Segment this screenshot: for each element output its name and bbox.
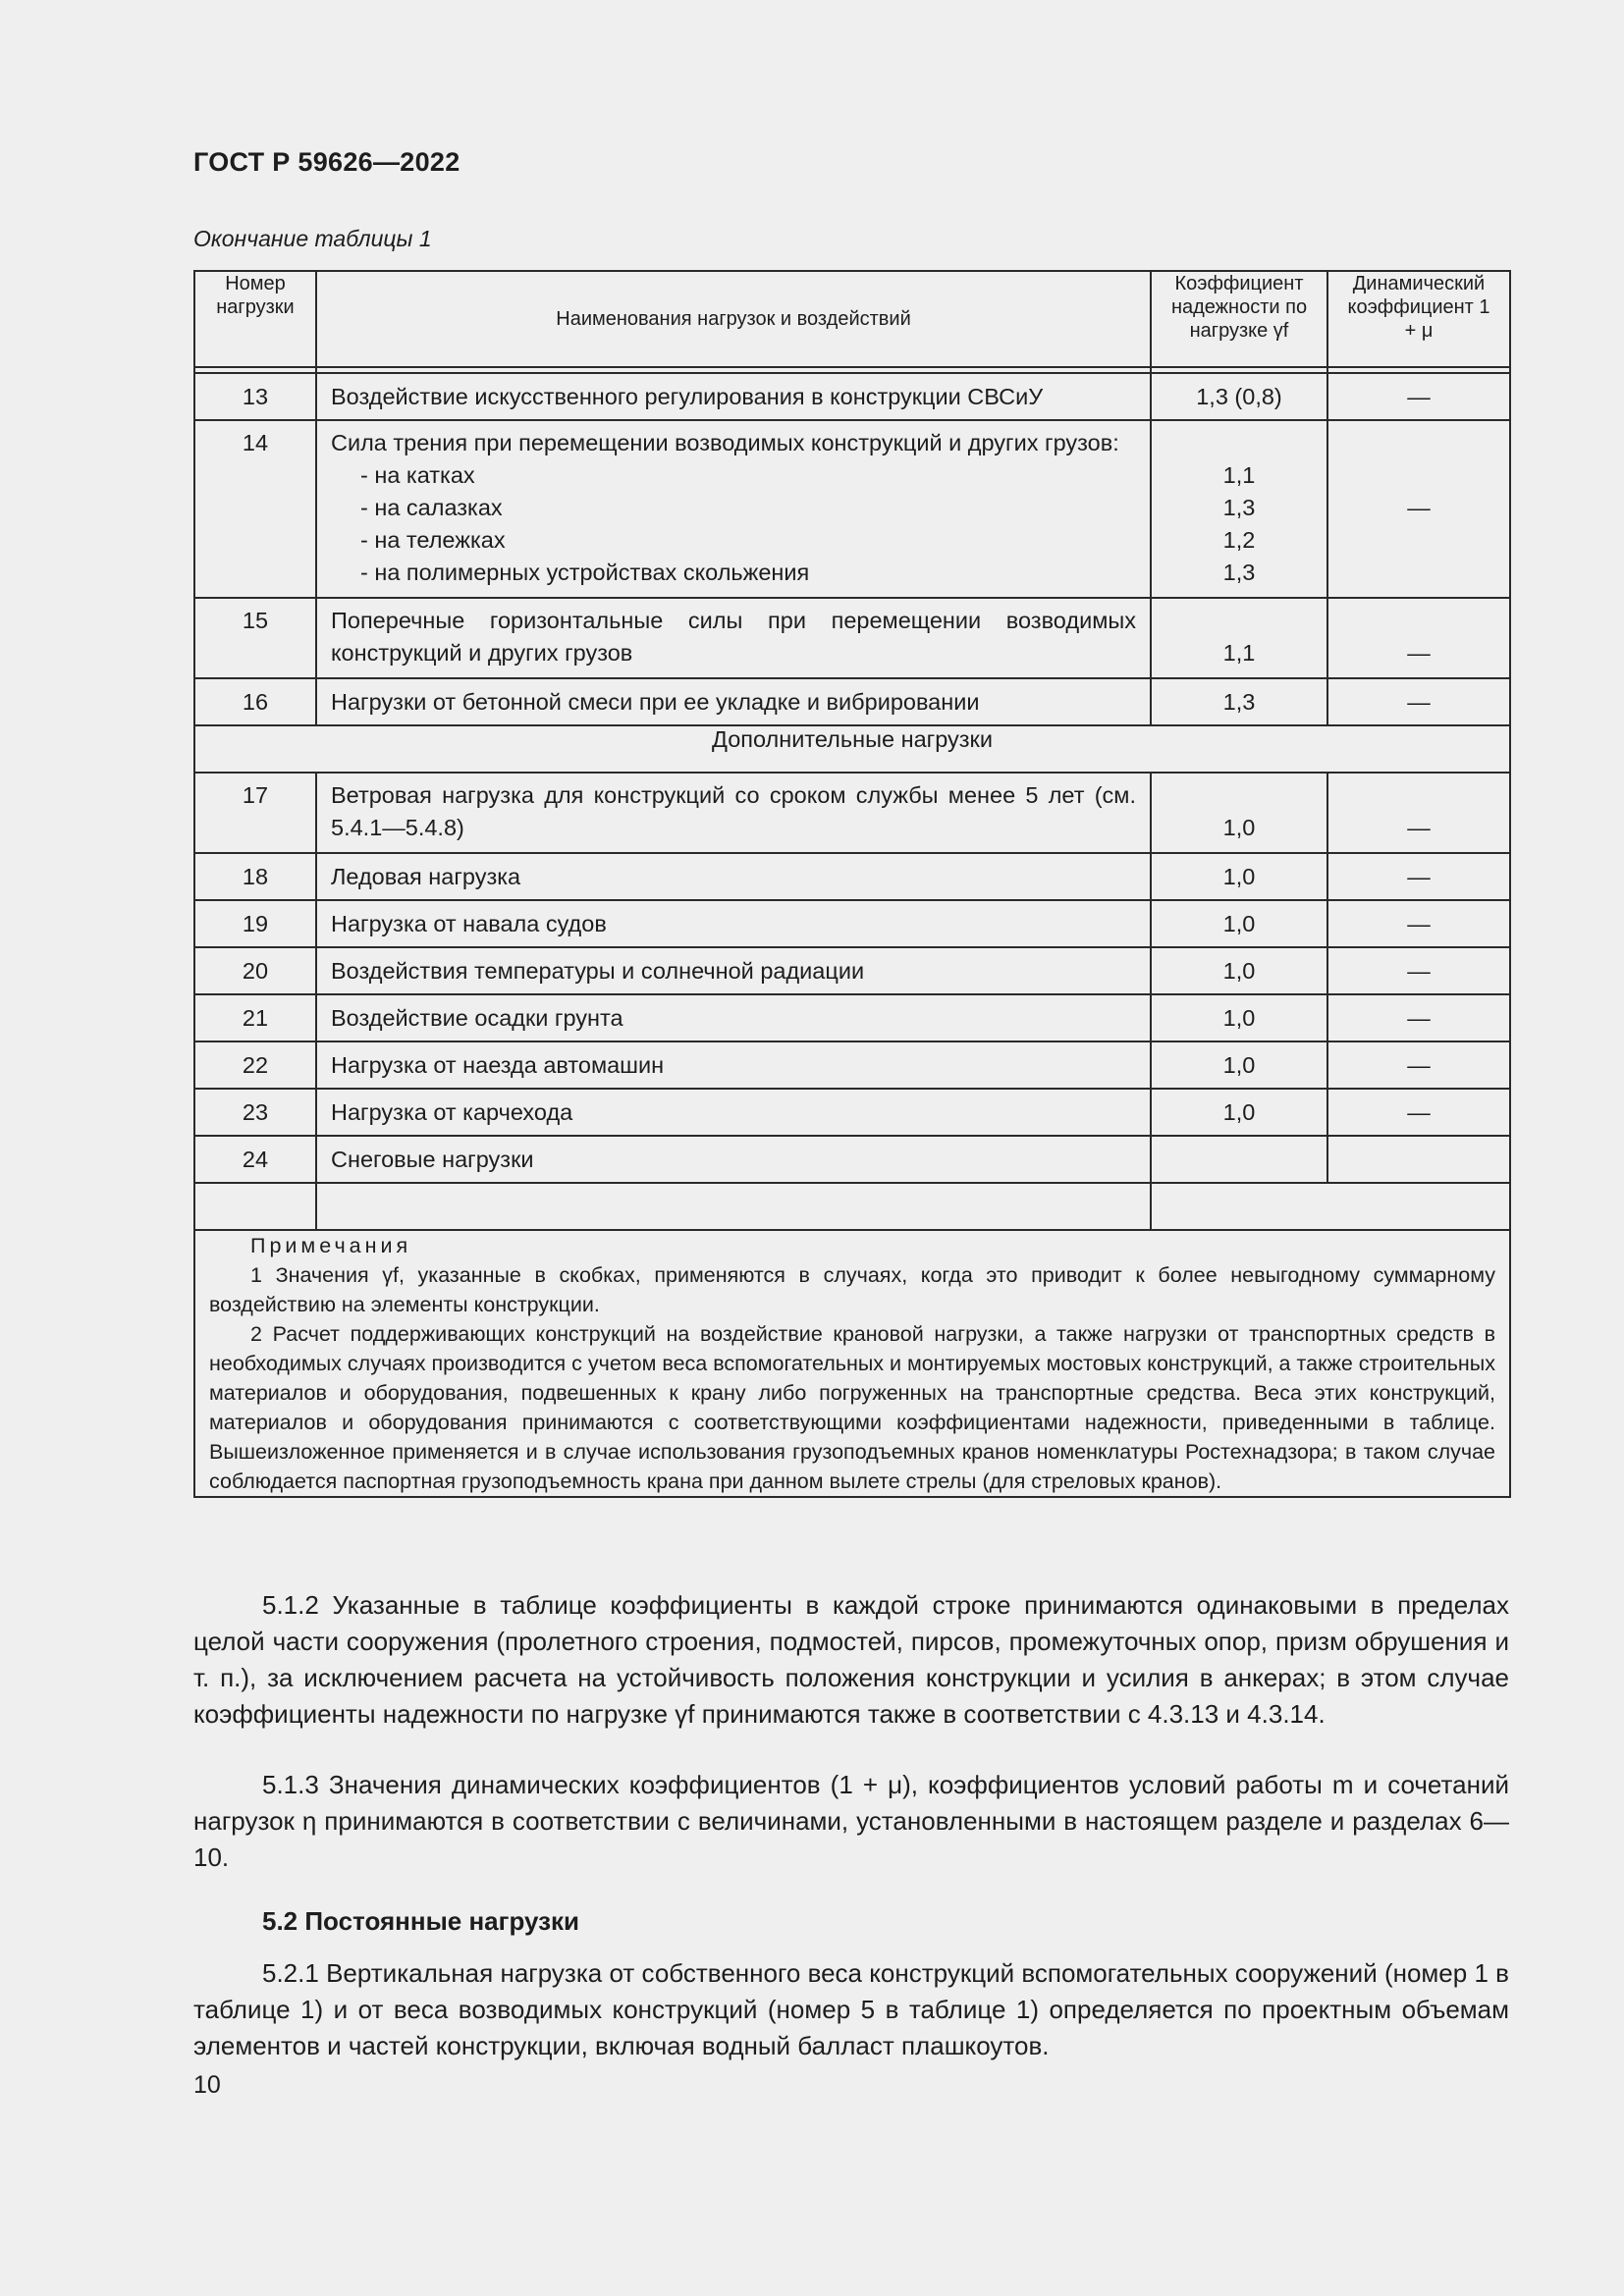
row-coef: 1,0 <box>1151 1089 1327 1136</box>
table-caption: Окончание таблицы 1 <box>193 226 432 251</box>
row-number <box>194 1183 316 1230</box>
table-row <box>194 373 1510 420</box>
paragraph-text: 5.1.2 Указанные в таблице коэффициенты в каждой строке принимаются одинаковыми в пределах целой части сооружения (пролетного строения, подмостей, пирсов, промежуточных опор, призм обрушения и т. п.), за исключением расчета на устойчивость положения конструкции и усилия в анкерах; в этом случае коэффициенты надежности по нагрузке γf принимаются также в соответствии с 4.3.13 и 4.3.14. <box>193 1590 1509 1729</box>
row-number: 19 <box>194 900 316 947</box>
paragraph-text: 5.2.1 Вертикальная нагрузка от собственного веса конструкций вспомогательных сооружений (номер 1 в таблице 1) и от веса возводимых конструкций (номер 5 в таблице 1) определяется по проектным объемам элементов и частей конструкции, включая водный балласт плашкоутов. <box>193 1958 1509 2060</box>
table-row <box>194 947 1510 994</box>
row-dyn: — <box>1327 773 1510 853</box>
row-coef <box>1151 1136 1327 1183</box>
table-row <box>194 1183 1510 1230</box>
section-heading-5-2: 5.2 Постоянные нагрузки <box>262 1906 580 1936</box>
table-row <box>194 1041 1510 1089</box>
row-name: Воздействие осадки грунта <box>316 994 1151 1041</box>
paragraph-5-1-2 <box>193 1587 1509 1733</box>
document-header: ГОСТ Р 59626—2022 <box>193 147 460 177</box>
row-number: 24 <box>194 1136 316 1183</box>
paragraph-5-1-3 <box>193 1767 1509 1876</box>
row-number: 22 <box>194 1041 316 1089</box>
row-name: Нагрузки от бетонной смеси при ее укладке и вибрировании <box>316 678 1151 725</box>
row-number: 17 <box>194 773 316 853</box>
row-sub-item: - на салазках <box>360 495 503 520</box>
row-coef: 1,3 (0,8) <box>1151 373 1327 420</box>
row-coef <box>1151 420 1327 598</box>
row-number: 16 <box>194 678 316 725</box>
paragraph-5-2-1 <box>193 1955 1509 2064</box>
table-header-row <box>194 271 1510 367</box>
note-1: 1 Значения γf, указанные в скобках, применяются в случаях, когда это приводит к более невыгодному суммарному воздействию на элементы конструкции. <box>209 1263 1495 1316</box>
row-number: 13 <box>194 373 316 420</box>
row-sub-item: - на полимерных устройствах скольжения <box>360 560 810 585</box>
row-dyn: — <box>1327 1089 1510 1136</box>
row-dyn: — <box>1327 373 1510 420</box>
row-name-main: Сила трения при перемещении возводимых конструкций и других грузов: <box>331 430 1119 455</box>
row-number: 18 <box>194 853 316 900</box>
row-number: 20 <box>194 947 316 994</box>
row-dyn <box>1327 1136 1510 1183</box>
row-name: Нагрузка от навала судов <box>316 900 1151 947</box>
notes-cell <box>194 1230 1510 1497</box>
row-dyn: — <box>1327 947 1510 994</box>
row-merged-value <box>1151 1183 1510 1230</box>
row-number: 15 <box>194 598 316 678</box>
row-number: 23 <box>194 1089 316 1136</box>
table-row <box>194 420 1510 598</box>
table-row <box>194 1136 1510 1183</box>
row-coef: 1,0 <box>1151 1041 1327 1089</box>
row-dyn: — <box>1327 678 1510 725</box>
row-number: 21 <box>194 994 316 1041</box>
notes-title: Примечания <box>250 1234 412 1257</box>
row-name: Ледовая нагрузка <box>316 853 1151 900</box>
col-header-dynamic: Динамический коэффициент 1 + μ <box>1327 271 1510 367</box>
row-name: Нагрузка от карчехода <box>316 1089 1151 1136</box>
row-name: Воздействие искусственного регулирования в конструкции СВСиУ <box>316 373 1151 420</box>
row-coef: 1,0 <box>1151 853 1327 900</box>
table-row <box>194 1089 1510 1136</box>
row-name <box>316 1183 1151 1230</box>
row-number: 14 <box>194 420 316 598</box>
row-dyn: — <box>1327 994 1510 1041</box>
table-row <box>194 598 1510 678</box>
row-sub-coef: 1,3 <box>1222 560 1256 585</box>
section-title: Дополнительные нагрузки <box>194 725 1510 773</box>
table-row <box>194 678 1510 725</box>
table-row <box>194 994 1510 1041</box>
row-name: Поперечные горизонтальные силы при перемещении возводимых конструкций и других грузов <box>316 598 1151 678</box>
col-header-name: Наименования нагрузок и воздействий <box>316 271 1151 367</box>
row-dyn: — <box>1327 598 1510 678</box>
row-sub-coef: 1,1 <box>1222 462 1256 488</box>
note-2: 2 Расчет поддерживающих конструкций на воздействие крановой нагрузки, а также нагрузки от транспортных средств в необходимых случаях производится с учетом веса вспомогательных и монтируемых мостовых конструкций, а также строительных материалов и оборудования, подвешенных к крану либо погруженных на транспортные средства. Веса этих конструкций, материалов и оборудования принимаются с соответствующими коэффициентами надежности, приведенными в таблице. Вышеизложенное применяется и в случае использования грузоподъемных кранов номенклатуры Ростехнадзора; в таком случае соблюдается паспортная грузоподъемность крана при данном вылете стрелы (для стреловых кранов). <box>209 1322 1495 1493</box>
row-name: Воздействия температуры и солнечной радиации <box>316 947 1151 994</box>
row-name <box>316 420 1151 598</box>
notes-row <box>194 1230 1510 1497</box>
row-sub-coef: 1,3 <box>1222 495 1256 520</box>
row-coef: 1,0 <box>1151 773 1327 853</box>
row-sub-item: - на катках <box>360 462 475 488</box>
row-coef: 1,3 <box>1151 678 1327 725</box>
row-name: Снеговые нагрузки <box>316 1136 1151 1183</box>
paragraph-text: 5.1.3 Значения динамических коэффициентов (1 + μ), коэффициентов условий работы m и сочетаний нагрузок η принимаются в соответствии с величинами, установленными в настоящем разделе и разделах 6—10. <box>193 1770 1509 1872</box>
row-coef: 1,0 <box>1151 947 1327 994</box>
table-row <box>194 773 1510 853</box>
row-dyn: — <box>1327 853 1510 900</box>
col-header-reliability: Коэффициент надежности по нагрузке γf <box>1151 271 1327 367</box>
row-coef: 1,0 <box>1151 994 1327 1041</box>
row-dyn: — <box>1327 900 1510 947</box>
row-sub-item: - на тележках <box>360 527 506 553</box>
row-name: Нагрузка от наезда автомашин <box>316 1041 1151 1089</box>
table-row <box>194 853 1510 900</box>
row-coef: 1,1 <box>1151 598 1327 678</box>
row-coef: 1,0 <box>1151 900 1327 947</box>
row-sub-coef: 1,2 <box>1222 527 1256 553</box>
row-dyn: — <box>1327 1041 1510 1089</box>
loads-table <box>193 270 1511 1498</box>
row-name: Ветровая нагрузка для конструкций со сроком службы менее 5 лет (см. 5.4.1—5.4.8) <box>316 773 1151 853</box>
page-number: 10 <box>193 2071 221 2099</box>
col-header-number: Номер нагрузки <box>194 271 316 367</box>
row-dyn: — <box>1327 420 1510 598</box>
section-row <box>194 725 1510 773</box>
table-row <box>194 900 1510 947</box>
